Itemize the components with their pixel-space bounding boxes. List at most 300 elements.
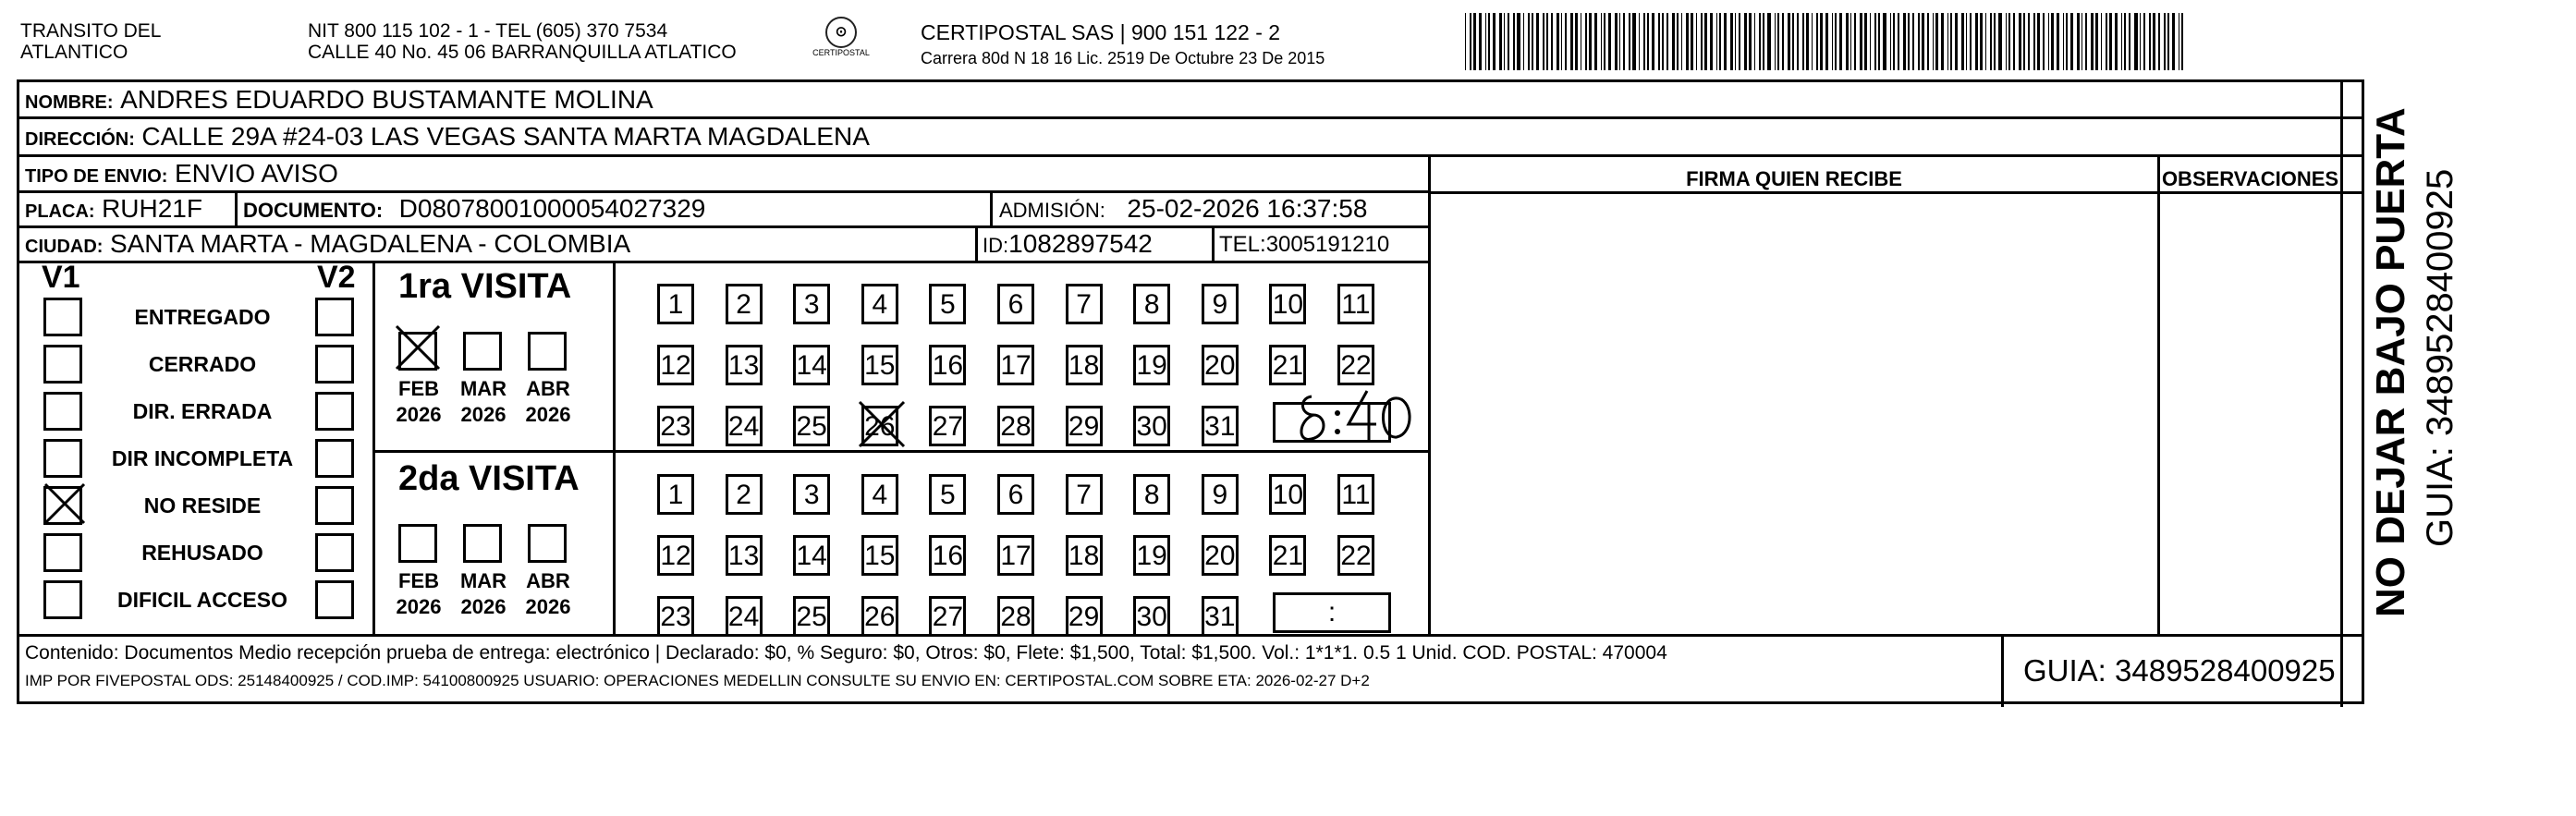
- barcode-bar: [1980, 13, 1983, 70]
- barcode-bar: [1473, 13, 1476, 70]
- barcode-bar: [1759, 13, 1761, 70]
- recipient-name: ANDRES EDUARDO BUSTAMANTE MOLINA: [120, 85, 653, 114]
- day-box-15[interactable]: 15: [861, 535, 898, 576]
- barcode-bar: [1615, 13, 1618, 70]
- barcode-bar: [1835, 13, 1837, 70]
- barcode-bar: [1557, 13, 1559, 70]
- day-box-24[interactable]: 24: [726, 596, 763, 637]
- barcode-bar: [2115, 13, 2118, 70]
- barcode-bar: [2124, 13, 2126, 70]
- day-box-13[interactable]: 13: [726, 535, 763, 576]
- day-box-27[interactable]: 27: [929, 596, 966, 637]
- barcode-bar: [1754, 13, 1755, 70]
- logo-icon: ⊙: [825, 17, 857, 48]
- day-box-17[interactable]: 17: [997, 345, 1034, 385]
- barcode-bar: [1864, 13, 1867, 70]
- day-box-17[interactable]: 17: [997, 535, 1034, 576]
- v2-checkbox-rehusado[interactable]: [315, 533, 354, 572]
- signature-column-header: FIRMA QUIEN RECIBE: [1686, 167, 1902, 190]
- barcode-bar: [1701, 13, 1703, 70]
- day-box-20[interactable]: 20: [1202, 345, 1239, 385]
- visit2-time-placeholder: :: [1327, 597, 1337, 627]
- barcode-bar: [2109, 13, 2112, 70]
- nit-line: NIT 800 115 102 - 1 - TEL (605) 370 7534: [308, 20, 668, 42]
- barcode-bar: [1677, 13, 1678, 70]
- barcode-bar: [2153, 13, 2155, 70]
- barcode-bar: [1912, 13, 1914, 70]
- barcode-bar: [2140, 13, 2141, 70]
- barcode-bar: [1508, 13, 1509, 70]
- barcode-bar: [1601, 13, 1602, 70]
- barcode-bar: [2048, 13, 2050, 70]
- observations-column-header: OBSERVACIONES: [2161, 167, 2339, 190]
- send-type-label: TIPO DE ENVIO:: [25, 166, 168, 187]
- status-label-cerrado: CERRADO: [148, 352, 257, 376]
- barcode-bar: [1504, 13, 1505, 70]
- barcode-bar: [1792, 13, 1793, 70]
- barcode-bar: [1941, 13, 1944, 70]
- day-box-30[interactable]: 30: [1133, 406, 1170, 446]
- day-box-29[interactable]: 29: [1066, 406, 1103, 446]
- barcode-bar: [1820, 13, 1823, 70]
- barcode-bar: [1806, 13, 1809, 70]
- tel-label: TEL:: [1219, 232, 1266, 257]
- barcode: [1465, 13, 2186, 70]
- barcode-bar: [1839, 13, 1842, 70]
- barcode-bar: [1994, 13, 1996, 70]
- barcode-bar: [1629, 13, 1631, 70]
- month-checkbox-mar[interactable]: [463, 332, 502, 371]
- barcode-bar: [2172, 13, 2175, 70]
- v1-checkbox-dir-errada[interactable]: [43, 392, 82, 431]
- day-box-20[interactable]: 20: [1202, 535, 1239, 576]
- day-box-25[interactable]: 25: [793, 596, 830, 637]
- barcode-bar: [1536, 13, 1539, 70]
- admission-field: [999, 194, 1367, 225]
- certipostal-logo: [804, 17, 878, 57]
- v2-checkbox-dir-errada[interactable]: [315, 392, 354, 431]
- barcode-bar: [2043, 13, 2044, 70]
- id-field: [983, 229, 1153, 261]
- visit1-title: 1ra VISITA: [398, 267, 572, 306]
- v1-checkbox-cerrado[interactable]: [43, 345, 82, 384]
- plate-value: RUH21F: [102, 194, 202, 223]
- barcode-bar: [1890, 13, 1891, 70]
- barcode-bar: [1639, 13, 1640, 70]
- barcode-bar: [1686, 13, 1689, 70]
- day-box-31[interactable]: 31: [1202, 406, 1239, 446]
- barcode-bar: [1594, 13, 1597, 70]
- barcode-bar: [1966, 13, 1967, 70]
- barcode-bar: [1523, 13, 1524, 70]
- barcode-bar: [2006, 13, 2007, 70]
- month-name: ABR: [526, 377, 570, 400]
- plate-label: PLACA:: [25, 201, 95, 222]
- v1-header: V1: [42, 260, 80, 295]
- barcode-bar: [1666, 13, 1669, 70]
- day-box-18[interactable]: 18: [1066, 535, 1103, 576]
- v1-checkbox-dificil-acceso[interactable]: [43, 580, 82, 619]
- barcode-bar: [1955, 13, 1958, 70]
- barcode-bar: [1975, 13, 1978, 70]
- address-label: DIRECCIÓN:: [25, 129, 135, 150]
- barcode-bar: [1724, 13, 1727, 70]
- day-box-24[interactable]: 24: [726, 406, 763, 446]
- v1-checkbox-entregado[interactable]: [43, 298, 82, 336]
- barcode-bar: [2143, 13, 2145, 70]
- month-year: 2026: [396, 403, 442, 426]
- barcode-bar: [2008, 13, 2010, 70]
- month-checkbox-abr[interactable]: [528, 332, 567, 371]
- month-label-abr: [519, 376, 578, 428]
- barcode-bar: [1802, 13, 1805, 70]
- month-year: 2026: [525, 403, 571, 426]
- barcode-bar: [1575, 13, 1578, 70]
- day-box-1[interactable]: 1: [657, 284, 694, 324]
- barcode-bar: [2149, 13, 2152, 70]
- tel-field: [1219, 230, 1389, 260]
- imp-line: IMP POR FIVEPOSTAL ODS: 25148400925 / COD.IMP: 54100800925 USUARIO: OPERACIONES MEDELLIN CONSULTE SU ENVIO EN: CERTIPOSTAL.COM SOBRE ETA: 2026-02-27 D+2: [25, 672, 1370, 689]
- carrier-address: Carrera 80d N 18 16 Lic. 2519 De Octubre 23 De 2015: [921, 49, 1325, 67]
- admission-label: ADMISIÓN:: [999, 199, 1105, 222]
- day-box-16[interactable]: 16: [929, 535, 966, 576]
- day-box-31[interactable]: 31: [1202, 596, 1239, 637]
- barcode-bar: [1735, 13, 1736, 70]
- day-box-25[interactable]: 25: [793, 406, 830, 446]
- barcode-bar: [1710, 13, 1713, 70]
- barcode-bar: [1570, 13, 1573, 70]
- barcode-bar: [2013, 13, 2016, 70]
- carrier-line: CERTIPOSTAL SAS | 900 151 122 - 2: [921, 20, 1281, 44]
- day-box-12[interactable]: 12: [657, 535, 694, 576]
- status-label-dir-errada: DIR. ERRADA: [132, 399, 273, 423]
- barcode-bar: [1619, 13, 1620, 70]
- barcode-bar: [1812, 13, 1813, 70]
- barcode-bar: [1767, 13, 1770, 70]
- form-frame: [17, 79, 2364, 704]
- barcode-bar: [1918, 13, 1921, 70]
- month-label-feb: [389, 568, 448, 620]
- barcode-bar: [2167, 13, 2170, 70]
- barcode-bar: [2129, 13, 2131, 70]
- barcode-bar: [1893, 13, 1895, 70]
- barcode-bar: [2023, 13, 2024, 70]
- month-checkbox-mar[interactable]: [463, 524, 502, 563]
- sender-info: [308, 20, 737, 63]
- day-box-22[interactable]: 22: [1337, 535, 1374, 576]
- status-checklist: [19, 82, 372, 634]
- day-box-19[interactable]: 19: [1133, 345, 1170, 385]
- day-box-28[interactable]: 28: [997, 406, 1034, 446]
- day-box-10[interactable]: 10: [1269, 284, 1306, 324]
- document-label: DOCUMENTO:: [243, 199, 384, 222]
- barcode-bar: [2091, 13, 2094, 70]
- barcode-bar: [1585, 13, 1587, 70]
- v2-header: V2: [317, 260, 356, 295]
- barcode-bar: [2121, 13, 2122, 70]
- barcode-bar: [1782, 13, 1785, 70]
- barcode-bar: [2164, 13, 2166, 70]
- day-box-11[interactable]: 11: [1337, 284, 1374, 324]
- day-box-27[interactable]: 27: [929, 406, 966, 446]
- day-box-22[interactable]: 22: [1337, 345, 1374, 385]
- barcode-bar: [1883, 13, 1886, 70]
- status-label-dificil-acceso: DIFICIL ACCESO: [116, 588, 287, 612]
- barcode-bar: [1470, 13, 1471, 70]
- day-box-14[interactable]: 14: [793, 535, 830, 576]
- carrier-info: [921, 20, 1325, 68]
- barcode-bar: [1854, 13, 1856, 70]
- barcode-bar: [1546, 13, 1548, 70]
- barcode-bar: [1499, 13, 1502, 70]
- day-box-19[interactable]: 19: [1133, 535, 1170, 576]
- month-label-feb: [389, 376, 448, 428]
- barcode-bar: [1832, 13, 1833, 70]
- status-label-entregado: ENTREGADO: [134, 305, 271, 329]
- day-box-7[interactable]: 7: [1066, 284, 1103, 324]
- month-year: 2026: [525, 595, 571, 618]
- month-name: MAR: [459, 569, 507, 592]
- barcode-bar: [1493, 13, 1496, 70]
- month-label-mar: [454, 376, 513, 428]
- day-box-9[interactable]: 9: [1202, 284, 1239, 324]
- barcode-bar: [1730, 13, 1733, 70]
- barcode-bar: [1672, 13, 1675, 70]
- barcode-bar: [1704, 13, 1707, 70]
- barcode-bar: [2158, 13, 2159, 70]
- day-box-21[interactable]: 21: [1269, 345, 1306, 385]
- day-box-4[interactable]: 4: [861, 284, 898, 324]
- day-box-10[interactable]: 10: [1269, 474, 1306, 515]
- city-value: SANTA MARTA - MAGDALENA - COLOMBIA: [109, 229, 631, 258]
- check-x-mark: [393, 323, 443, 372]
- status-label-no-reside: NO RESIDE: [143, 493, 262, 518]
- month-name: FEB: [398, 377, 439, 400]
- barcode-bar: [1898, 13, 1900, 70]
- month-name: FEB: [398, 569, 439, 592]
- barcode-bar: [1825, 13, 1828, 70]
- barcode-bar: [2028, 13, 2030, 70]
- status-label-rehusado: REHUSADO: [141, 541, 263, 565]
- day-box-5[interactable]: 5: [929, 474, 966, 515]
- admission-value: 25-02-2026 16:37:58: [1127, 194, 1368, 223]
- v1-checkbox-rehusado[interactable]: [43, 533, 82, 572]
- barcode-bar: [2134, 13, 2137, 70]
- barcode-bar: [2181, 13, 2183, 70]
- barcode-bar: [1623, 13, 1625, 70]
- barcode-bar: [2063, 13, 2064, 70]
- day-box-28[interactable]: 28: [997, 596, 1034, 637]
- barcode-bar: [1927, 13, 1928, 70]
- barcode-bar: [1691, 13, 1693, 70]
- barcode-bar: [1662, 13, 1664, 70]
- barcode-bar: [1908, 13, 1909, 70]
- month-label-mar: [454, 568, 513, 620]
- footer-guia: GUIA: 3489528400925: [2023, 653, 2336, 688]
- barcode-bar: [1788, 13, 1790, 70]
- barcode-bar: [1744, 13, 1747, 70]
- send-type: ENVIO AVISO: [174, 159, 338, 188]
- barcode-bar: [1860, 13, 1862, 70]
- day-box-12[interactable]: 12: [657, 345, 694, 385]
- barcode-bar: [1517, 13, 1520, 70]
- day-box-21[interactable]: 21: [1269, 535, 1306, 576]
- v2-checkbox-entregado[interactable]: [315, 298, 354, 336]
- barcode-bar: [2085, 13, 2087, 70]
- sender-address: CALLE 40 No. 45 06 BARRANQUILLA ATLATICO: [308, 42, 737, 63]
- barcode-bar: [1739, 13, 1740, 70]
- content-line: Contenido: Documentos Medio recepción prueba de entrega: electrónico | Declarado: $0, % Seguro: $0, Otros: $0, Flete: $1,500, Total: $1,500. Vol.: 1*1*1. 0.5 1 Unid. COD. POSTAL: 470004: [25, 642, 1667, 664]
- month-checkbox-abr[interactable]: [528, 524, 567, 563]
- visit2-title: 2da VISITA: [398, 459, 580, 498]
- barcode-bar: [1465, 13, 1466, 70]
- barcode-bar: [1947, 13, 1948, 70]
- v2-checkbox-no-reside[interactable]: [315, 486, 354, 525]
- month-name: MAR: [459, 377, 507, 400]
- barcode-bar: [1696, 13, 1697, 70]
- barcode-bar: [1961, 13, 1964, 70]
- day-box-11[interactable]: 11: [1337, 474, 1374, 515]
- barcode-bar: [1922, 13, 1924, 70]
- day-box-1[interactable]: 1: [657, 474, 694, 515]
- day-box-4[interactable]: 4: [861, 474, 898, 515]
- company-line-1: TRANSITO DEL: [20, 20, 162, 42]
- barcode-bar: [1565, 13, 1567, 70]
- barcode-bar: [1846, 13, 1849, 70]
- barcode-bar: [2101, 13, 2102, 70]
- barcode-bar: [1528, 13, 1530, 70]
- v2-checkbox-dificil-acceso[interactable]: [315, 580, 354, 619]
- day-box-6[interactable]: 6: [997, 284, 1034, 324]
- barcode-bar: [1632, 13, 1635, 70]
- barcode-bar: [1716, 13, 1717, 70]
- barcode-bar: [1543, 13, 1544, 70]
- day-box-15[interactable]: 15: [861, 345, 898, 385]
- barcode-bar: [1777, 13, 1779, 70]
- day-box-23[interactable]: 23: [657, 406, 694, 446]
- day-box-14[interactable]: 14: [793, 345, 830, 385]
- barcode-bar: [1985, 13, 1986, 70]
- barcode-bar: [2019, 13, 2021, 70]
- barcode-bar: [1608, 13, 1611, 70]
- barcode-bar: [1488, 13, 1490, 70]
- barcode-bar: [1763, 13, 1765, 70]
- day-box-3[interactable]: 3: [793, 284, 830, 324]
- status-label-dir-incompleta: DIR INCOMPLETA: [111, 446, 294, 470]
- barcode-bar: [1658, 13, 1659, 70]
- id-value: 1082897542: [1008, 229, 1153, 258]
- barcode-bar: [2066, 13, 2068, 70]
- visit1-handwritten-time: [1295, 378, 1424, 452]
- company-line-2: ATLANTICO: [20, 42, 128, 63]
- barcode-bar: [1816, 13, 1818, 70]
- barcode-bar: [1874, 13, 1876, 70]
- day-box-26[interactable]: 26: [861, 596, 898, 637]
- logo-caption: CERTIPOSTAL: [812, 48, 870, 57]
- barcode-bar: [1935, 13, 1938, 70]
- barcode-bar: [1604, 13, 1605, 70]
- side-warning: NO DEJAR BAJO PUERTA: [2368, 107, 2413, 617]
- barcode-bar: [1749, 13, 1752, 70]
- barcode-bar: [2095, 13, 2098, 70]
- barcode-bar: [1903, 13, 1906, 70]
- document-value: D08078001000054027329: [398, 194, 706, 223]
- barcode-bar: [1719, 13, 1721, 70]
- barcode-bar: [1850, 13, 1851, 70]
- day-box-8[interactable]: 8: [1133, 474, 1170, 515]
- day-box-6[interactable]: 6: [997, 474, 1034, 515]
- day-box-7[interactable]: 7: [1066, 474, 1103, 515]
- tel-value: 3005191210: [1265, 232, 1390, 257]
- month-label-abr: [519, 568, 578, 620]
- month-year: 2026: [460, 595, 507, 618]
- barcode-bar: [1532, 13, 1534, 70]
- barcode-bar: [1652, 13, 1654, 70]
- barcode-bar: [1513, 13, 1516, 70]
- barcode-bar: [2037, 13, 2040, 70]
- month-checkbox-feb[interactable]: [398, 524, 437, 563]
- day-box-26[interactable]: 26: [861, 406, 898, 446]
- barcode-bar: [1775, 13, 1776, 70]
- barcode-bar: [1561, 13, 1562, 70]
- barcode-bar: [1551, 13, 1554, 70]
- side-guia: GUIA: 3489528400925: [2420, 168, 2460, 547]
- day-box-18[interactable]: 18: [1066, 345, 1103, 385]
- barcode-bar: [1870, 13, 1871, 70]
- day-box-9[interactable]: 9: [1202, 474, 1239, 515]
- name-label: NOMBRE:: [25, 92, 114, 113]
- barcode-bar: [1479, 13, 1482, 70]
- company-name: [20, 20, 161, 63]
- v2-checkbox-cerrado[interactable]: [315, 345, 354, 384]
- month-name: ABR: [526, 569, 570, 592]
- barcode-bar: [1933, 13, 1935, 70]
- month-year: 2026: [396, 595, 442, 618]
- visit2-time-box[interactable]: [1273, 592, 1391, 633]
- barcode-bar: [1643, 13, 1645, 70]
- barcode-bar: [1970, 13, 1972, 70]
- day-box-23[interactable]: 23: [657, 596, 694, 637]
- day-box-2[interactable]: 2: [726, 284, 763, 324]
- day-box-29[interactable]: 29: [1066, 596, 1103, 637]
- barcode-bar: [1878, 13, 1881, 70]
- check-x-mark: [42, 481, 88, 527]
- barcode-bar: [1990, 13, 1992, 70]
- barcode-bar: [2077, 13, 2080, 70]
- v1-checkbox-dir-incompleta[interactable]: [43, 439, 82, 478]
- day-box-2[interactable]: 2: [726, 474, 763, 515]
- barcode-bar: [1681, 13, 1683, 70]
- day-box-8[interactable]: 8: [1133, 284, 1170, 324]
- month-year: 2026: [460, 403, 507, 426]
- barcode-bar: [2033, 13, 2036, 70]
- day-box-13[interactable]: 13: [726, 345, 763, 385]
- barcode-bar: [1797, 13, 1799, 70]
- day-box-16[interactable]: 16: [929, 345, 966, 385]
- v2-checkbox-dir-incompleta[interactable]: [315, 439, 354, 478]
- barcode-bar: [1485, 13, 1486, 70]
- check-x-mark: [856, 398, 908, 450]
- day-box-3[interactable]: 3: [793, 474, 830, 515]
- barcode-bar: [1647, 13, 1650, 70]
- id-label: ID:: [983, 234, 1009, 257]
- barcode-bar: [2070, 13, 2073, 70]
- day-box-5[interactable]: 5: [929, 284, 966, 324]
- barcode-bar: [1950, 13, 1952, 70]
- barcode-bar: [1998, 13, 2001, 70]
- barcode-bar: [2051, 13, 2054, 70]
- day-box-30[interactable]: 30: [1133, 596, 1170, 637]
